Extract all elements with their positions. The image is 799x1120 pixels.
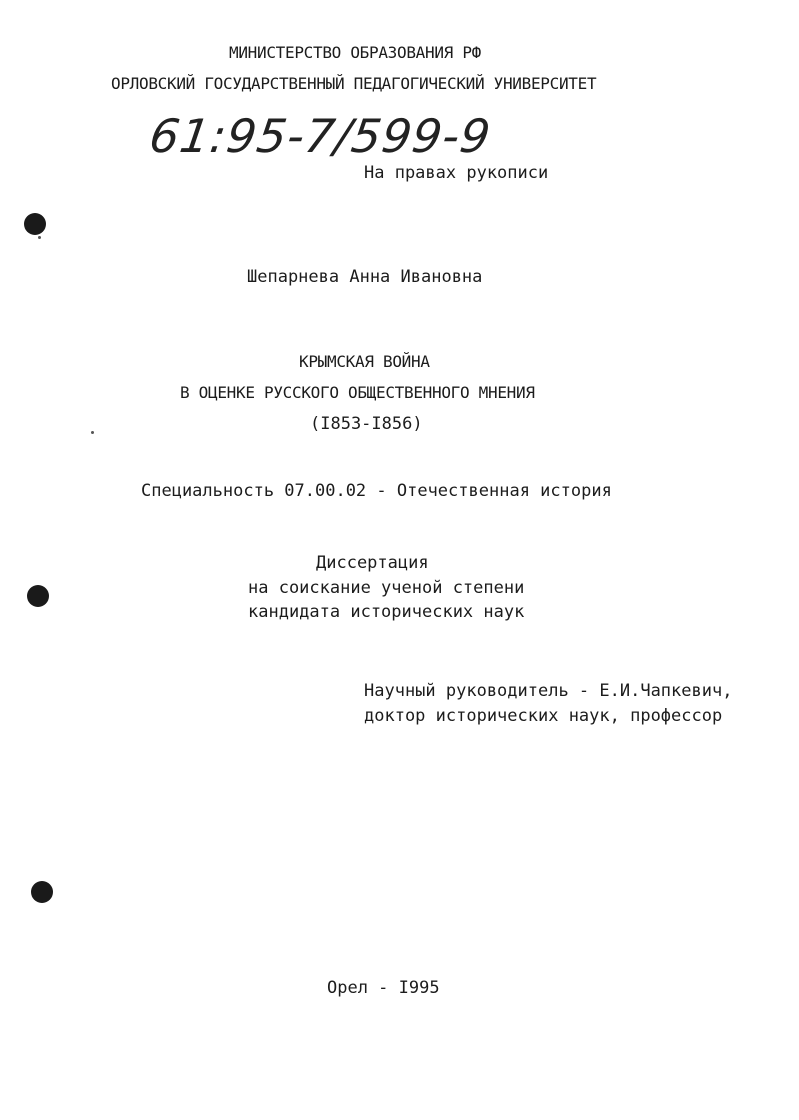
dissertation-line-2: на соискание ученой степени: [248, 578, 525, 598]
ministry-heading: МИНИСТЕРСТВО ОБРАЗОВАНИЯ РФ: [229, 43, 481, 62]
supervisor-line-1: Научный руководитель - Е.И.Чапкевич,: [364, 681, 733, 701]
dissertation-line-1: Диссертация: [316, 553, 429, 573]
title-years: (I853-I856): [310, 414, 423, 434]
specialty: Специальность 07.00.02 - Отечественная история: [141, 481, 612, 501]
title-line-2: В ОЦЕНКЕ РУССКОГО ОБЩЕСТВЕННОГО МНЕНИЯ: [180, 383, 535, 402]
place-year: Орел - I995: [327, 978, 440, 998]
rights-note: На правах рукописи: [364, 163, 549, 183]
title-line-1: КРЫМСКАЯ ВОЙНА: [299, 352, 430, 371]
author-name: Шепарнева Анна Ивановна: [247, 267, 483, 287]
speck: [38, 236, 41, 239]
punch-hole: [27, 585, 49, 607]
dissertation-line-3: кандидата исторических наук: [248, 602, 525, 622]
handwritten-catalog-number: 61:95-7/599-9: [146, 109, 495, 163]
speck: [91, 431, 94, 434]
university-heading: ОРЛОВСКИЙ ГОСУДАРСТВЕННЫЙ ПЕДАГОГИЧЕСКИЙ УНИВЕРСИТЕТ: [111, 74, 597, 93]
punch-hole: [24, 213, 46, 235]
punch-hole: [31, 881, 53, 903]
supervisor-line-2: доктор исторических наук, профессор: [364, 706, 723, 726]
